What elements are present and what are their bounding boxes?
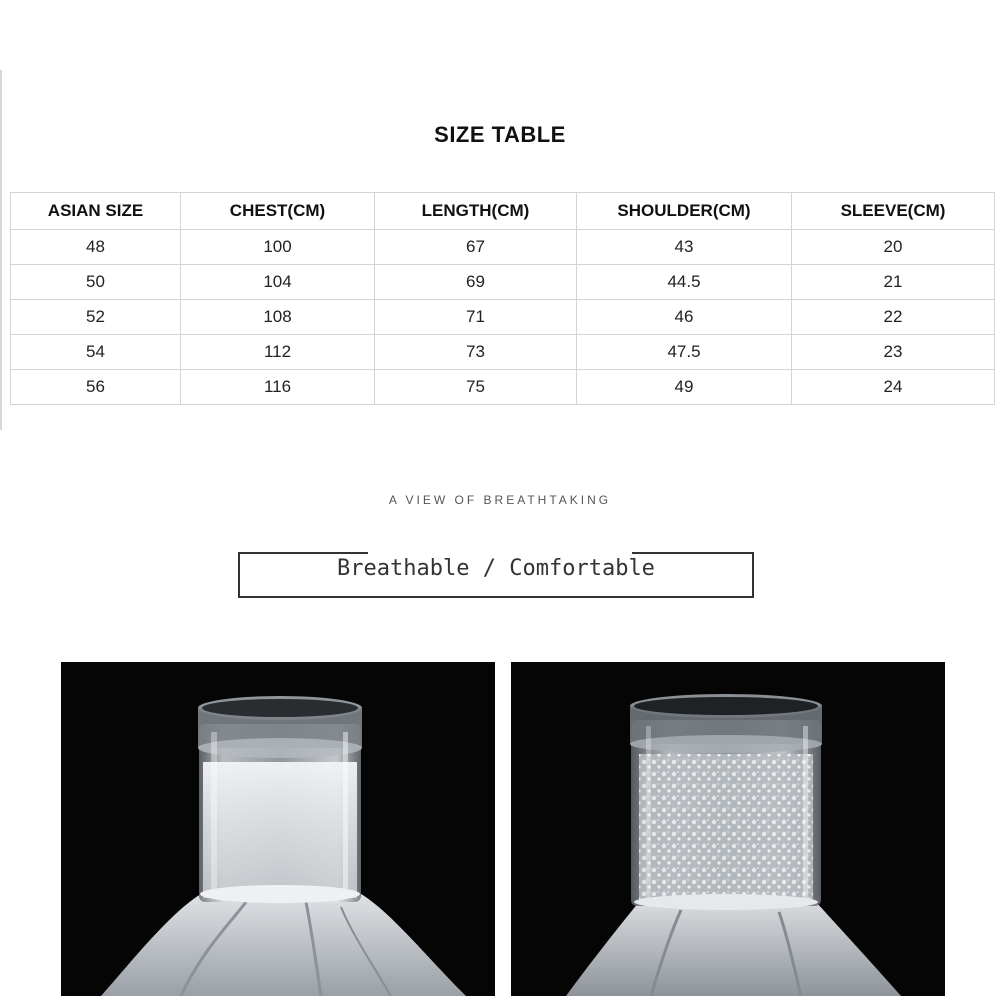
cell-length: 75 (375, 370, 577, 405)
glass-fabric-illustration-left (61, 662, 495, 996)
header-shoulder: SHOULDER(CM) (577, 193, 792, 230)
cell-shoulder: 44.5 (577, 265, 792, 300)
cell-asian-size: 54 (11, 335, 181, 370)
feature-banner (238, 552, 754, 598)
glass-fabric-illustration-right (511, 662, 945, 996)
size-table-title: SIZE TABLE (434, 122, 566, 147)
cell-sleeve: 20 (792, 230, 995, 265)
fabric-photo-right (511, 662, 945, 996)
cell-chest: 116 (181, 370, 375, 405)
table-row (11, 300, 995, 335)
cell-sleeve: 24 (792, 370, 995, 405)
cell-shoulder: 49 (577, 370, 792, 405)
cell-chest: 108 (181, 300, 375, 335)
cell-shoulder: 47.5 (577, 335, 792, 370)
cell-chest: 104 (181, 265, 375, 300)
feature-tagline-text: A VIEW OF BREATHTAKING (388, 493, 612, 506)
fabric-photo-left (61, 662, 495, 996)
cell-length: 71 (375, 300, 577, 335)
cell-sleeve: 23 (792, 335, 995, 370)
cell-shoulder: 43 (577, 230, 792, 265)
table-row (11, 370, 995, 405)
cell-asian-size: 48 (11, 230, 181, 265)
table-row (11, 335, 995, 370)
header-chest: CHEST(CM) (181, 193, 375, 230)
header-length: LENGTH(CM) (375, 193, 577, 230)
feature-banner-text: Breathable / Comfortable (337, 556, 655, 581)
cell-length: 73 (375, 335, 577, 370)
cell-asian-size: 52 (11, 300, 181, 335)
cell-asian-size: 50 (11, 265, 181, 300)
table-row (11, 265, 995, 300)
header-sleeve: SLEEVE(CM) (792, 193, 995, 230)
header-asian-size: ASIAN SIZE (11, 193, 181, 230)
table-header-row (11, 193, 995, 230)
cell-asian-size: 56 (11, 370, 181, 405)
cell-sleeve: 21 (792, 265, 995, 300)
cell-chest: 112 (181, 335, 375, 370)
cell-chest: 100 (181, 230, 375, 265)
size-table (10, 192, 995, 405)
cell-shoulder: 46 (577, 300, 792, 335)
cell-length: 69 (375, 265, 577, 300)
table-row (11, 230, 995, 265)
cell-length: 67 (375, 230, 577, 265)
cell-sleeve: 22 (792, 300, 995, 335)
feature-tagline (0, 492, 1000, 506)
